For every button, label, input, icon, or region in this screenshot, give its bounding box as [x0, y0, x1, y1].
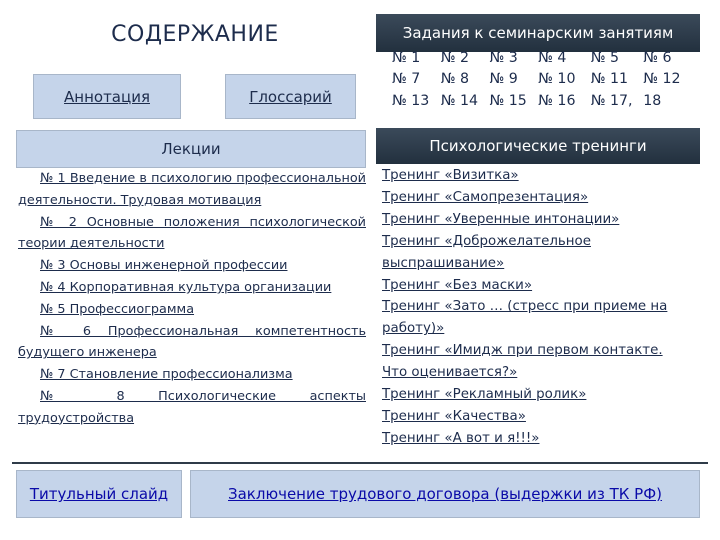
- lecture-link-4[interactable]: № 4 Корпоративная культура организации: [40, 279, 332, 295]
- seminar-link-14[interactable]: № 14: [440, 92, 479, 109]
- seminar-link-3[interactable]: № 3: [489, 50, 518, 66]
- lectures-header: Лекции: [16, 130, 366, 168]
- lecture-link-3[interactable]: № 3 Основы инженерной профессии: [40, 258, 288, 274]
- seminar-row: [392, 48, 692, 69]
- training-link-5[interactable]: Тренинг «Без маски»: [382, 277, 533, 293]
- training-link-10[interactable]: Тренинг «А вот и я!!!»: [382, 430, 540, 446]
- title-slide-label: Титульный слайд: [29, 485, 169, 503]
- seminar-link-15[interactable]: № 15: [489, 92, 527, 109]
- page-title: СОДЕРЖАНИЕ: [111, 22, 279, 47]
- training-link-7[interactable]: Тренинг «Имидж при первом контакте. Что оценивается?»: [382, 343, 663, 381]
- seminars-header: Задания к семинарским занятиям: [376, 14, 700, 52]
- seminar-link-4[interactable]: № 4: [538, 50, 567, 66]
- lecture-link-6[interactable]: № 6 Профессиональная компетентность будущего инженера: [18, 323, 366, 361]
- seminar-link-6[interactable]: № 6: [643, 50, 672, 66]
- seminar-link-16[interactable]: № 16: [538, 92, 576, 109]
- conclusion-button[interactable]: [190, 470, 700, 518]
- seminar-link-18[interactable]: 18: [643, 92, 662, 109]
- conclusion-label: Заключение трудового договора (выдержки из ТК РФ): [228, 485, 662, 503]
- seminar-row: [392, 91, 692, 112]
- lecture-link-2[interactable]: № 2 Основные положения психологической теории деятельности: [18, 214, 366, 252]
- seminar-link-7[interactable]: № 7: [392, 71, 421, 88]
- seminar-link-11[interactable]: № 11: [590, 71, 629, 88]
- annotation-button[interactable]: Аннотация: [33, 74, 181, 119]
- seminar-link-8[interactable]: № 8: [440, 71, 470, 88]
- trainings-header: Психологические тренинги: [376, 128, 700, 164]
- seminar-row: [392, 69, 692, 90]
- glossary-button[interactable]: Глоссарий: [225, 74, 356, 119]
- lecture-link-8[interactable]: № 8 Психологические аспекты трудоустройства: [18, 388, 366, 426]
- lecture-link-5[interactable]: № 5 Профессиограмма: [40, 301, 195, 317]
- title-slide-button[interactable]: [16, 470, 182, 518]
- training-link-9[interactable]: Тренинг «Качества»: [382, 408, 526, 424]
- lectures-list: [18, 168, 366, 452]
- seminar-link-9[interactable]: № 9: [489, 71, 518, 88]
- seminar-link-13[interactable]: № 13: [392, 92, 430, 109]
- training-link-1[interactable]: Тренинг «Визитка»: [382, 168, 519, 183]
- training-link-3[interactable]: Тренинг «Уверенные интонации»: [382, 211, 620, 227]
- lecture-link-1[interactable]: № 1 Введение в психологию профессиональной деятельности. Трудовая мотивация: [18, 171, 366, 208]
- seminar-link-17[interactable]: № 17,: [590, 92, 633, 109]
- seminar-link-1[interactable]: № 1: [392, 50, 421, 66]
- trainings-list: [382, 165, 692, 450]
- training-link-6[interactable]: Тренинг «Зато … (стресс при приеме на работу)»: [382, 299, 668, 337]
- training-link-4[interactable]: Тренинг «Доброжелательное выспрашивание»: [382, 233, 591, 271]
- seminar-link-12[interactable]: № 12: [643, 71, 681, 88]
- seminars-grid: [392, 48, 692, 114]
- footer-divider: [12, 462, 708, 464]
- training-link-2[interactable]: Тренинг «Самопрезентация»: [382, 189, 589, 205]
- seminar-link-5[interactable]: № 5: [590, 50, 619, 66]
- lecture-link-7[interactable]: № 7 Становление профессионализма: [40, 367, 293, 383]
- seminar-link-10[interactable]: № 10: [538, 71, 576, 88]
- seminar-link-2[interactable]: № 2: [440, 50, 470, 66]
- training-link-8[interactable]: Тренинг «Рекламный ролик»: [382, 387, 587, 403]
